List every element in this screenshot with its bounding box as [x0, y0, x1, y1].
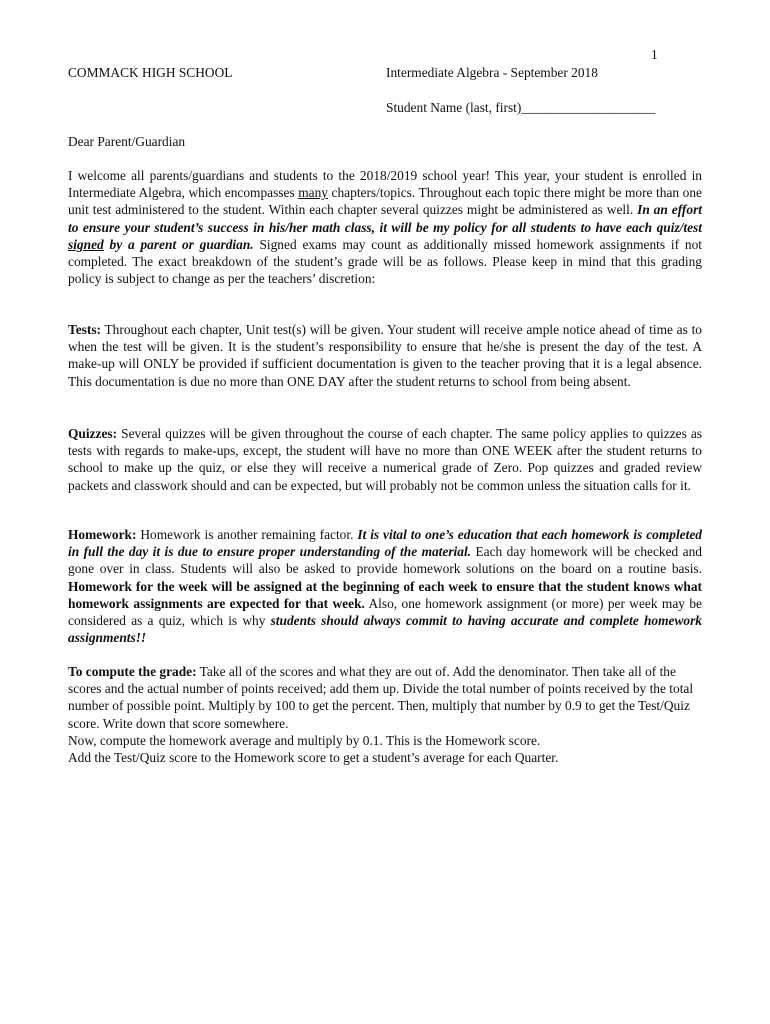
student-name-field: Student Name (last, first)____________________: [386, 100, 656, 115]
page-number: 1: [651, 47, 658, 62]
homework-paragraph: Homework: Homework is another remaining factor. It is vital to one’s education that each homework is completed in full the day it is due to ensure proper understanding of the material. Each day homework will be checked and gone over in class. Students will also be asked to provide homework solutions on the board on a routine basis. Homework for the week will be assigned at the beginning of each week to ensure that the student knows what homework assignments are expected for that week. Also, one homework assignment (or more) per week may be considered as a quiz, which is why students should always commit to having accurate and complete homework assignments!!: [68, 527, 703, 646]
compute-heading: To compute the grade:: [68, 664, 197, 679]
quarter-average-line: Add the Test/Quiz score to the Homework score to get a student’s average for each Quarter.: [68, 750, 559, 766]
homework-heading: Homework:: [68, 527, 137, 542]
quizzes-heading: Quizzes:: [68, 426, 118, 441]
underlined-many: many: [298, 185, 328, 201]
tests-heading: Tests:: [68, 322, 101, 337]
school-name: COMMACK HIGH SCHOOL: [68, 65, 233, 80]
course-title: Intermediate Algebra - September 2018: [386, 65, 598, 80]
tests-paragraph: Tests: Throughout each chapter, Unit test(s) will be given. Your student will receive ample notice ahead of time as to when the test will be given. It is the student’s responsibility to ensure that he/she is present the day of the test. A make-up will ONLY be provided if sufficient documentation is given to the teacher proving that it is a legal absence. This documentation is due no more than ONE DAY after the student returns to school from being absent.: [68, 322, 702, 389]
homework-average-line: Now, compute the homework average and multiply by 0.1. This is the Homework score.: [68, 732, 541, 748]
underlined-signed: signed: [68, 236, 104, 252]
quizzes-paragraph: Quizzes: Several quizzes will be given throughout the course of each chapter. The same policy applies to quizzes as tests with regards to make-ups, except, the student will have no more than ONE WEEK after the student returns to school to make up the quiz, or else they will receive a numerical grade of Zero. Pop quizzes and graded review packets and classwork should and can be expected, but will probably not be common unless the situation calls for it.: [68, 426, 702, 493]
intro-paragraph: I welcome all parents/guardians and students to the 2018/2019 school year! This year, your student is enrolled in Intermediate Algebra, which encompasses many chapters/topics. Throughout each topic there might be more than one unit test administered to the student. Within each chapter several quizzes might be administered as well. In an effort to ensure your student’s success in his/her math class, it will be my policy for all students to have each quiz/test signed by a parent or guardian. Signed exams may count as additionally missed homework assignments if not completed. The exact breakdown of the student’s grade will be as follows. Please keep in mind that this grading policy is subject to change as per the teachers’ discretion:: [68, 168, 702, 287]
compute-grade-paragraph: To compute the grade: Take all of the scores and what they are out of. Add the denominator. Then take all of the scores and the actual number of points received; add them up. Divide the total number of points received by the total number of possible point. Multiply by 100 to get the percent. Then, multiply that number by 0.9 to get the Test/Quiz score. Write down that score somewhere. Now, compute the homework average and multiply by 0.1. This is the Homework score. Add the Test/Quiz score to the Homework score to get a student’s average for each Quarter.: [68, 663, 702, 766]
greeting: Dear Parent/Guardian: [68, 134, 186, 149]
